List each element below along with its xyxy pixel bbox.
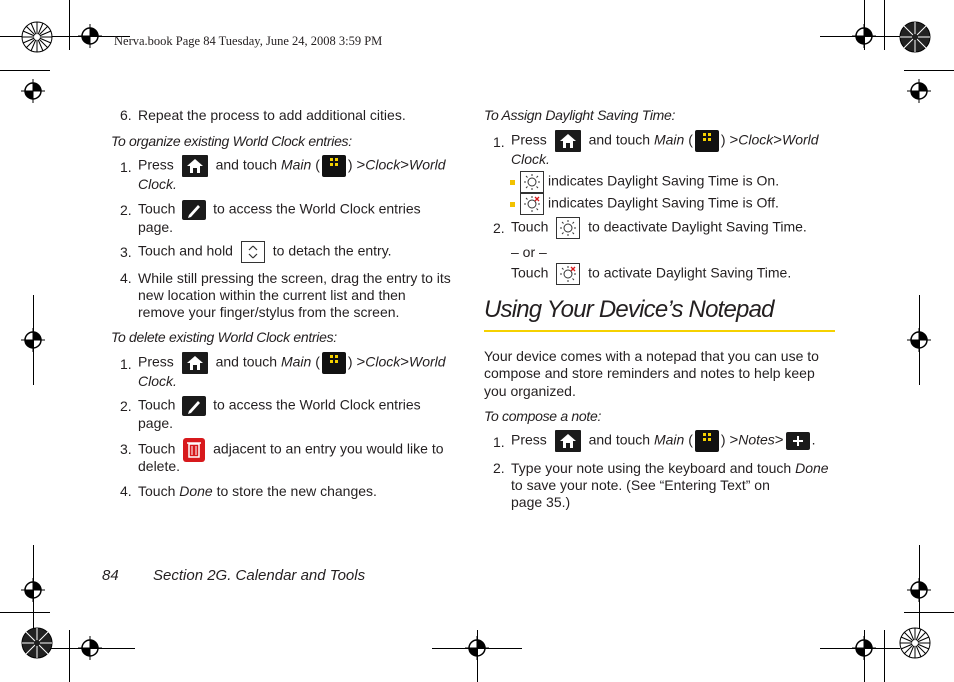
step-text: Press and touch Main ( ) >Clock>World <box>511 130 819 152</box>
step-number: 1. <box>493 134 505 150</box>
star-target-icon <box>21 21 53 53</box>
step-text: While still pressing the screen, drag the entry to its <box>138 270 451 286</box>
dst-on-icon <box>556 217 580 239</box>
notes-label: Notes <box>738 431 775 448</box>
clock-label: Clock <box>365 156 401 173</box>
main-menu-icon <box>695 430 719 452</box>
main-label: Main <box>280 156 312 173</box>
home-icon <box>182 155 208 177</box>
step-number: 1. <box>120 356 132 372</box>
step-text: Press and touch Main ( ) >Clock>World <box>138 155 446 177</box>
intro-text: you organized. <box>484 383 576 399</box>
step-number: 2. <box>493 460 505 476</box>
main-menu-icon <box>322 352 346 374</box>
step-text: page. <box>138 219 174 235</box>
dst-on-icon <box>520 171 544 193</box>
step-text: page 35.) <box>511 494 571 510</box>
step-text: Touch and hold to detach the entry. <box>138 241 392 263</box>
step-number: 2. <box>493 220 505 236</box>
plus-icon <box>786 432 810 450</box>
step-text: page. <box>138 415 174 431</box>
registration-mark-icon <box>21 79 45 103</box>
step-number: 1. <box>493 434 505 450</box>
subheading-organize: To organize existing World Clock entries: <box>111 133 352 149</box>
press-label: Press <box>138 156 174 173</box>
bullet-text: indicates Daylight Saving Time is On. <box>520 171 779 193</box>
dst-off-icon <box>520 193 544 215</box>
intro-text: compose and store reminders and notes to help keep <box>484 365 815 381</box>
or-separator: – or – <box>511 244 547 260</box>
registration-mark-icon <box>907 79 931 103</box>
step-text: to save your note. (See “Entering Text” on <box>511 477 770 493</box>
step-number: 3. <box>120 244 132 260</box>
bullet-text: indicates Daylight Saving Time is Off. <box>520 193 779 215</box>
step-number: 4. <box>120 483 132 499</box>
step-text: Touch Done to store the new changes. <box>138 483 377 499</box>
step-text: Repeat the process to add additional cities. <box>138 107 406 123</box>
step-text: Touch to activate Daylight Saving Time. <box>511 263 791 285</box>
step-text: Press and touch Main ( ) >Clock>World <box>138 352 446 374</box>
step-number: 2. <box>120 202 132 218</box>
step-text: Touch adjacent to an entry you would like to <box>138 438 444 462</box>
main-menu-icon <box>322 155 346 177</box>
drag-handle-icon <box>241 241 265 263</box>
bullet-marker <box>510 180 515 185</box>
registration-mark-icon <box>78 24 102 48</box>
subheading-dst: To Assign Daylight Saving Time: <box>484 107 676 123</box>
bullet-marker <box>510 202 515 207</box>
section-footer: Section 2G. Calendar and Tools <box>153 567 366 584</box>
done-label: Done <box>179 483 213 499</box>
world-label: World <box>409 156 446 173</box>
clock-label: Clock. <box>511 151 550 167</box>
step-number: 3. <box>120 441 132 457</box>
step-number: 1. <box>120 159 132 175</box>
star-target-icon <box>899 627 931 659</box>
section-title: Using Your Device’s Notepad <box>484 296 774 323</box>
clock-label: Clock. <box>138 373 177 389</box>
edit-pencil-icon <box>182 396 206 416</box>
step-text: Press and touch Main ( ) >Notes> . <box>511 430 815 452</box>
and-touch-label: and touch <box>215 156 278 173</box>
done-label: Done <box>795 460 829 476</box>
print-slug: Nerva.book Page 84 Tuesday, June 24, 2008 3:59 PM <box>114 34 383 48</box>
star-target-icon <box>899 21 931 53</box>
step-text: Touch to deactivate Daylight Saving Time. <box>511 217 807 239</box>
page-number: 84 <box>102 567 119 584</box>
home-icon <box>555 430 581 452</box>
registration-mark-icon <box>852 24 876 48</box>
edit-pencil-icon <box>182 200 206 220</box>
subheading-compose: To compose a note: <box>484 408 602 424</box>
title-underline <box>484 330 835 332</box>
intro-text: Your device comes with a notepad that you can use to <box>484 348 819 364</box>
step-text: Touch to access the World Clock entries <box>138 200 421 220</box>
trash-icon <box>183 438 205 462</box>
step-number: 6. <box>120 107 132 123</box>
step-number: 2. <box>120 398 132 414</box>
step-text: remove your finger/stylus from the screen. <box>138 304 400 320</box>
step-text: new location within the current list and then <box>138 287 406 303</box>
registration-mark-icon <box>78 636 102 660</box>
subheading-delete: To delete existing World Clock entries: <box>111 329 337 345</box>
step-text: Type your note using the keyboard and touch Done <box>511 460 829 476</box>
step-number: 4. <box>120 270 132 286</box>
registration-mark-icon <box>852 636 876 660</box>
step-text: delete. <box>138 458 181 474</box>
main-menu-icon <box>695 130 719 152</box>
step-text: Touch to access the World Clock entries <box>138 396 421 416</box>
home-icon <box>555 130 581 152</box>
dst-off-icon <box>556 263 580 285</box>
clock-label: Clock. <box>138 176 177 192</box>
star-target-icon <box>21 627 53 659</box>
home-icon <box>182 352 208 374</box>
